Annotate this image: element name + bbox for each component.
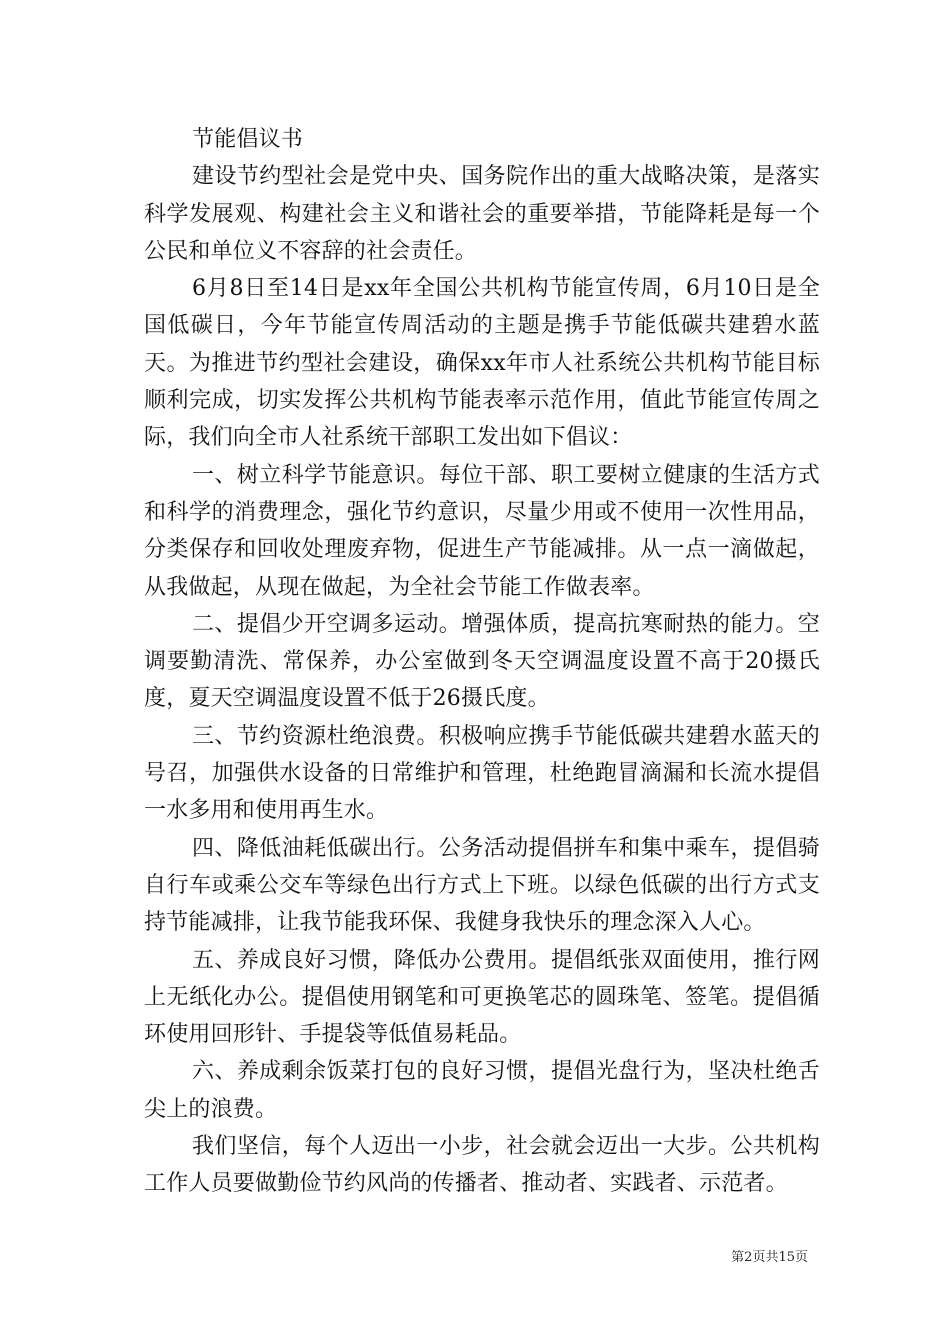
paragraph-item-5: 五、养成良好习惯，降低办公费用。提倡纸张双面使用，推行网上无纸化办公。提倡使用钢笔和可更换笔芯的圆珠笔、签笔。提倡循环使用回形针、手提袋等低值易耗品。	[144, 947, 820, 1048]
paragraph-item-6: 六、养成剩余饭菜打包的良好习惯，提倡光盘行为，坚决杜绝舌尖上的浪费。	[144, 1059, 820, 1122]
page-number-footer: 第2页共15页	[731, 1250, 808, 1265]
document-body	[144, 121, 820, 1203]
paragraph-conclusion: 我们坚信，每个人迈出一小步，社会就会迈出一大步。公共机构工作人员要做勤俭节约风尚的传播者、推动者、实践者、示范者。	[144, 1134, 820, 1197]
document-title: 节能倡议书	[192, 127, 304, 152]
paragraph-week: 6月8日至14日是xx年全国公共机构节能宣传周，6月10日是全国低碳日，今年节能宣传周活动的主题是携手节能低碳共建碧水蓝天。为推进节约型社会建设，确保xx年市人社系统公共机构节能目标顺利完成，切实发挥公共机构节能表率示范作用，值此节能宣传周之际，我们向全市人社系统干部职工发出如下倡议：	[144, 276, 820, 451]
paragraph-item-2: 二、提倡少开空调多运动。增强体质，提高抗寒耐热的能力。空调要勤清洗、常保养，办公室做到冬天空调温度设置不高于20摄氏度，夏天空调温度设置不低于26摄氏度。	[144, 611, 820, 712]
paragraph-item-3: 三、节约资源杜绝浪费。积极响应携手节能低碳共建碧水蓝天的号召，加强供水设备的日常维护和管理，杜绝跑冒滴漏和长流水提倡一水多用和使用再生水。	[144, 723, 820, 824]
paragraph-item-4: 四、降低油耗低碳出行。公务活动提倡拼车和集中乘车，提倡骑自行车或乘公交车等绿色出行方式上下班。以绿色低碳的出行方式支持节能减排，让我节能我环保、我健身我快乐的理念深入人心。	[144, 835, 820, 936]
paragraph-item-1: 一、树立科学节能意识。每位干部、职工要树立健康的生活方式和科学的消费理念，强化节约意识，尽量少用或不使用一次性用品，分类保存和回收处理废弃物，促进生产节能减排。从一点一滴做起，从我做起，从现在做起，为全社会节能工作做表率。	[144, 462, 820, 600]
paragraph-intro: 建设节约型社会是党中央、国务院作出的重大战略决策，是落实科学发展观、构建社会主义和谐社会的重要举措，节能降耗是每一个公民和单位义不容辞的社会责任。	[144, 164, 820, 264]
